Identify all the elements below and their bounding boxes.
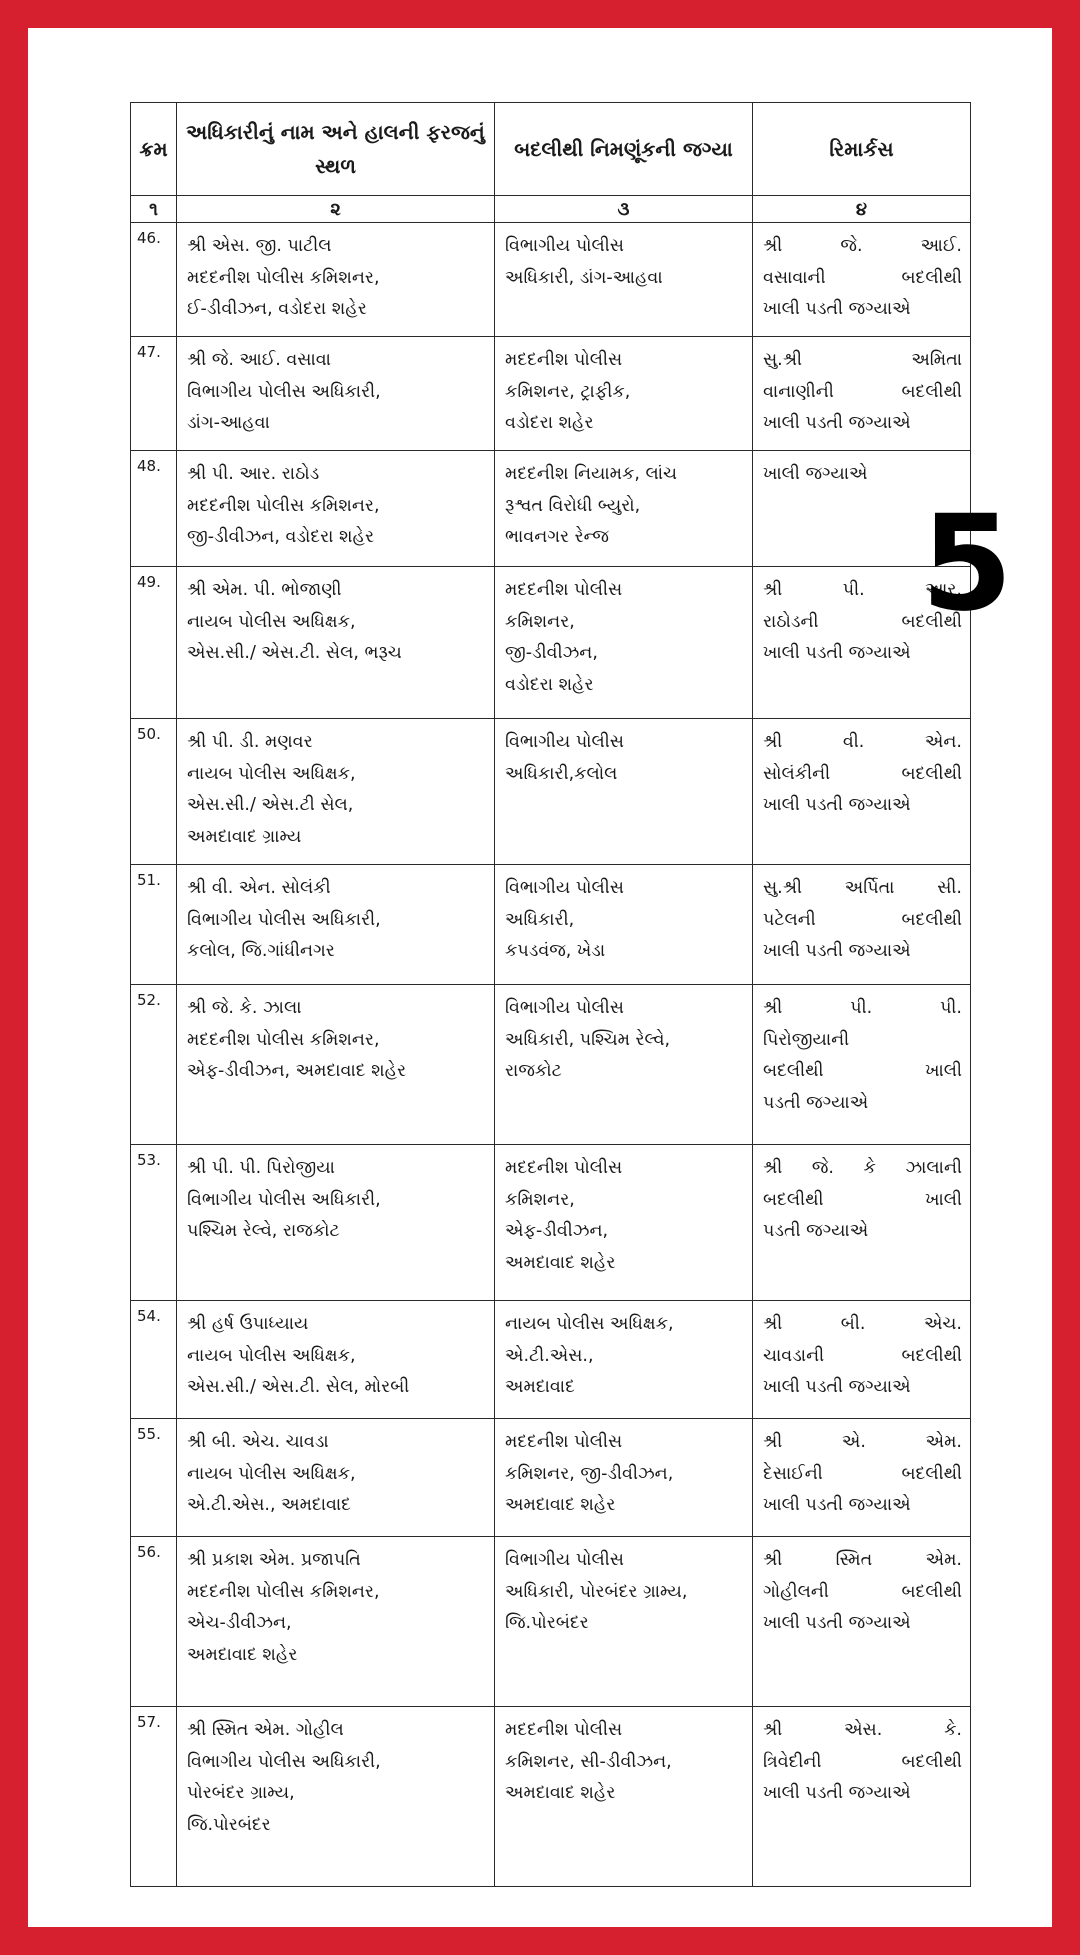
name-line: એસ.સી./ એસ.ટી સેલ, <box>187 795 354 815</box>
name-line: શ્રી બી. એચ. ચાવડા <box>187 1432 329 1452</box>
name-line: મદદનીશ પોલીસ કમિશનર, <box>187 1029 380 1050</box>
remarks-line: વસાવાની બદલીથી <box>763 267 962 288</box>
remarks-line: શ્રી એસ. કે. <box>763 1720 962 1740</box>
posting-line: વિભાગીય પોલીસ <box>505 1550 624 1570</box>
posting-line: અધિકારી, <box>505 909 575 930</box>
name-line: વિભાગીય પોલીસ અધિકારી, <box>187 909 381 930</box>
remarks-line: પિરોજીયાની <box>763 1029 850 1050</box>
posting-line: રાજકોટ <box>505 1061 562 1081</box>
header-remarks: રિમાર્કસ <box>753 103 971 196</box>
header-officer-name: અધિકારીનું નામ અને હાલની ફરજનું સ્થળ <box>177 103 495 196</box>
posting-line: કમિશનર, જી-ડીવીઝન, <box>505 1463 674 1484</box>
remarks-line: શ્રી પી. પી. <box>763 998 962 1018</box>
serial-number: 47. <box>131 337 177 451</box>
column-number: ૨ <box>177 196 495 223</box>
remarks-line: બદલીથી ખાલી <box>763 1061 962 1081</box>
officer-name-cell <box>177 985 495 1145</box>
name-line: શ્રી એમ. પી. ભોજાણી <box>187 580 342 600</box>
header-transfer-posting: બદલીથી નિમણૂંકની જગ્યા <box>495 103 753 196</box>
name-line: એચ-ડીવીઝન, <box>187 1613 292 1633</box>
new-posting-cell <box>495 223 753 337</box>
officer-name-cell <box>177 1537 495 1707</box>
name-line: નાયબ પોલીસ અધિક્ષક, <box>187 1463 356 1484</box>
remarks-line: રાઠોડની બદલીથી <box>763 611 962 632</box>
remarks-line: ચાવડાની બદલીથી <box>763 1345 962 1366</box>
remarks-line: શ્રી એ. એમ. <box>763 1432 962 1452</box>
posting-line: કમિશનર, <box>505 611 575 632</box>
column-number-row <box>131 196 971 223</box>
posting-line: અધિકારી,કલોલ <box>505 763 618 784</box>
table-row <box>131 1301 971 1419</box>
name-line: શ્રી સ્મિત એમ. ગોહીલ <box>187 1720 344 1740</box>
remarks-line: સોલંકીની બદલીથી <box>763 763 962 784</box>
serial-number: 55. <box>131 1419 177 1537</box>
name-line: મદદનીશ પોલીસ કમિશનર, <box>187 267 380 288</box>
name-line: શ્રી વી. એન. સોલંકી <box>187 878 331 898</box>
officer-name-cell <box>177 1707 495 1887</box>
remarks-line: શ્રી સ્મિત એમ. <box>763 1550 962 1570</box>
officer-name-cell <box>177 1145 495 1301</box>
posting-line: જિ.પોરબંદર <box>505 1613 589 1633</box>
remarks-line: ખાલી પડતી જગ્યાએ <box>763 413 911 433</box>
name-line: વિભાગીય પોલીસ અધિકારી, <box>187 1751 381 1772</box>
posting-line: કપડવંજ, ખેડા <box>505 941 606 961</box>
remarks-line: શ્રી વી. એન. <box>763 732 962 752</box>
name-line: શ્રી પી. ડી. મણવર <box>187 732 313 752</box>
column-number: ૪ <box>753 196 971 223</box>
posting-line: વિભાગીય પોલીસ <box>505 236 624 256</box>
posting-line: મદદનીશ પોલીસ <box>505 580 623 600</box>
name-line: એસ.સી./ એસ.ટી. સેલ, મોરબી <box>187 1377 410 1397</box>
posting-line: અધિકારી, પશ્ચિમ રેલ્વે, <box>505 1029 671 1050</box>
posting-line: કમિશનર, <box>505 1189 575 1210</box>
posting-line: વિભાગીય પોલીસ <box>505 732 624 752</box>
name-line: નાયબ પોલીસ અધિક્ષક, <box>187 763 356 784</box>
serial-number: 53. <box>131 1145 177 1301</box>
officer-name-cell <box>177 1301 495 1419</box>
new-posting-cell <box>495 1419 753 1537</box>
name-line: શ્રી પ્રકાશ એમ. પ્રજાપતિ <box>187 1550 361 1570</box>
name-line: કલોલ, જિ.ગાંધીનગર <box>187 941 335 961</box>
new-posting-cell <box>495 719 753 865</box>
posting-line: એફ-ડીવીઝન, <box>505 1221 609 1241</box>
serial-number: 46. <box>131 223 177 337</box>
posting-line: મદદનીશ પોલીસ <box>505 350 623 370</box>
remarks-cell <box>753 1537 971 1707</box>
new-posting-cell <box>495 1707 753 1887</box>
table-row <box>131 223 971 337</box>
table-row <box>131 1707 971 1887</box>
posting-line: નાયબ પોલીસ અધિક્ષક, <box>505 1314 674 1334</box>
header-row <box>131 103 971 196</box>
remarks-line: ખાલી જગ્યાએ <box>763 464 868 484</box>
name-line: અમદાવાદ શહેર <box>187 1644 298 1665</box>
remarks-line: પટેલની બદલીથી <box>763 909 962 930</box>
remarks-cell <box>753 1145 971 1301</box>
name-line: જી-ડીવીઝન, વડોદરા શહેર <box>187 527 374 547</box>
remarks-cell <box>753 1419 971 1537</box>
officer-name-cell <box>177 1419 495 1537</box>
table-row <box>131 451 971 567</box>
remarks-cell <box>753 719 971 865</box>
remarks-line: શ્રી બી. એચ. <box>763 1314 962 1334</box>
remarks-line: બદલીથી ખાલી <box>763 1189 962 1210</box>
name-line: એફ-ડીવીઝન, અમદાવાદ શહેર <box>187 1061 407 1081</box>
remarks-line: ખાલી પડતી જગ્યાએ <box>763 1495 911 1515</box>
remarks-line: ત્રિવેદીની બદલીથી <box>763 1751 962 1772</box>
officer-name-cell <box>177 865 495 985</box>
remarks-line: ખાલી પડતી જગ્યાએ <box>763 299 911 319</box>
name-line: શ્રી હર્ષ ઉપાધ્યાય <box>187 1314 309 1334</box>
name-line: મદદનીશ પોલીસ કમિશનર, <box>187 1581 380 1602</box>
serial-number: 48. <box>131 451 177 567</box>
posting-line: મદદનીશ પોલીસ <box>505 1720 623 1740</box>
table-row <box>131 1537 971 1707</box>
posting-line: જી-ડીવીઝન, <box>505 643 598 663</box>
new-posting-cell <box>495 865 753 985</box>
column-number: ૧ <box>131 196 177 223</box>
remarks-line: ખાલી પડતી જગ્યાએ <box>763 643 911 663</box>
posting-line: વિભાગીય પોલીસ <box>505 878 624 898</box>
new-posting-cell <box>495 451 753 567</box>
table-row <box>131 1419 971 1537</box>
posting-line: વડોદરા શહેર <box>505 674 594 695</box>
table-row <box>131 865 971 985</box>
name-line: પશ્ચિમ રેલ્વે, રાજકોટ <box>187 1221 340 1241</box>
remarks-line: વાનાણીની બદલીથી <box>763 381 962 402</box>
posting-line: મદદનીશ પોલીસ <box>505 1432 623 1452</box>
new-posting-cell <box>495 1537 753 1707</box>
name-line: ડાંગ-આહવા <box>187 413 270 433</box>
posting-line: અધિકારી, પોરબંદર ગ્રામ્ય, <box>505 1581 688 1602</box>
remarks-line: દેસાઈની બદલીથી <box>763 1463 962 1484</box>
name-line: શ્રી પી. આર. રાઠોડ <box>187 464 320 484</box>
remarks-line: સુ.શ્રી અમિતા <box>763 350 962 370</box>
officer-name-cell <box>177 719 495 865</box>
serial-number: 56. <box>131 1537 177 1707</box>
name-line: એસ.સી./ એસ.ટી. સેલ, ભરૂચ <box>187 643 402 663</box>
remarks-line: ખાલી પડતી જગ્યાએ <box>763 1613 911 1633</box>
table-row <box>131 337 971 451</box>
name-line: નાયબ પોલીસ અધિક્ષક, <box>187 611 356 632</box>
document-page <box>28 28 1052 1927</box>
remarks-cell <box>753 985 971 1145</box>
posting-line: અમદાવાદ <box>505 1377 575 1397</box>
name-line: ઈ-ડીવીઝન, વડોદરા શહેર <box>187 299 367 319</box>
remarks-line: શ્રી જે. આઈ. <box>763 236 962 256</box>
new-posting-cell <box>495 567 753 719</box>
posting-line: રૂશ્વત વિરોધી બ્યુરો, <box>505 495 641 516</box>
name-line: પોરબંદર ગ્રામ્ય, <box>187 1783 295 1803</box>
remarks-line: ખાલી પડતી જગ્યાએ <box>763 941 911 961</box>
posting-line: અધિકારી, ડાંગ-આહવા <box>505 267 663 288</box>
serial-number: 54. <box>131 1301 177 1419</box>
table-row <box>131 985 971 1145</box>
serial-number: 57. <box>131 1707 177 1887</box>
table-row <box>131 1145 971 1301</box>
remarks-line: ગોહીલની બદલીથી <box>763 1581 962 1602</box>
remarks-line: પડતી જગ્યાએ <box>763 1092 869 1113</box>
remarks-line: પડતી જગ્યાએ <box>763 1221 869 1241</box>
posting-line: વડોદરા શહેર <box>505 413 594 433</box>
name-line: નાયબ પોલીસ અધિક્ષક, <box>187 1345 356 1366</box>
serial-number: 50. <box>131 719 177 865</box>
name-line: મદદનીશ પોલીસ કમિશનર, <box>187 495 380 516</box>
name-line: શ્રી પી. પી. પિરોજીયા <box>187 1158 335 1178</box>
posting-line: મદદનીશ પોલીસ <box>505 1158 623 1178</box>
name-line: શ્રી જે. આઈ. વસાવા <box>187 350 331 370</box>
column-number: ૩ <box>495 196 753 223</box>
remarks-cell <box>753 337 971 451</box>
officer-name-cell <box>177 337 495 451</box>
posting-line: કમિશનર, ટ્રાફીક, <box>505 381 631 402</box>
new-posting-cell <box>495 1145 753 1301</box>
name-line: જિ.પોરબંદર <box>187 1814 271 1835</box>
new-posting-cell <box>495 337 753 451</box>
serial-number: 52. <box>131 985 177 1145</box>
new-posting-cell <box>495 985 753 1145</box>
posting-line: એ.ટી.એસ., <box>505 1345 594 1366</box>
name-line: શ્રી એસ. જી. પાટીલ <box>187 236 332 256</box>
remarks-cell <box>753 1707 971 1887</box>
posting-line: વિભાગીય પોલીસ <box>505 998 624 1018</box>
name-line: શ્રી જે. કે. ઝાલા <box>187 998 302 1018</box>
remarks-cell <box>753 223 971 337</box>
remarks-cell <box>753 865 971 985</box>
transfer-table <box>130 102 971 1887</box>
serial-number: 51. <box>131 865 177 985</box>
posting-line: મદદનીશ નિયામક, લાંચ <box>505 464 677 484</box>
table-row <box>131 567 971 719</box>
name-line: વિભાગીય પોલીસ અધિકારી, <box>187 381 381 402</box>
header-serial: ક્રમ <box>131 103 177 196</box>
remarks-line: શ્રી જે. કે ઝાલાની <box>763 1158 962 1178</box>
serial-number: 49. <box>131 567 177 719</box>
posting-line: કમિશનર, સી-ડીવીઝન, <box>505 1751 672 1772</box>
new-posting-cell <box>495 1301 753 1419</box>
posting-line: અમદાવાદ શહેર <box>505 1783 616 1803</box>
posting-line: અમદાવાદ શહેર <box>505 1252 616 1273</box>
name-line: વિભાગીય પોલીસ અધિકારી, <box>187 1189 381 1210</box>
remarks-cell <box>753 1301 971 1419</box>
name-line: એ.ટી.એસ., અમદાવાદ <box>187 1495 351 1515</box>
officer-name-cell <box>177 451 495 567</box>
posting-line: ભાવનગર રેન્જ <box>505 527 609 547</box>
remarks-line: ખાલી પડતી જગ્યાએ <box>763 1377 911 1397</box>
page-marker-number: 5 <box>921 487 1013 641</box>
officer-name-cell <box>177 567 495 719</box>
remarks-line: ખાલી પડતી જગ્યાએ <box>763 1783 911 1803</box>
remarks-line: સુ.શ્રી અર્પિતા સી. <box>763 878 962 898</box>
name-line: અમદાવાદ ગ્રામ્ય <box>187 826 302 847</box>
officer-name-cell <box>177 223 495 337</box>
table-row <box>131 719 971 865</box>
remarks-line: ખાલી પડતી જગ્યાએ <box>763 795 911 815</box>
remarks-line: શ્રી પી. આર. <box>763 580 962 600</box>
posting-line: અમદાવાદ શહેર <box>505 1495 616 1515</box>
